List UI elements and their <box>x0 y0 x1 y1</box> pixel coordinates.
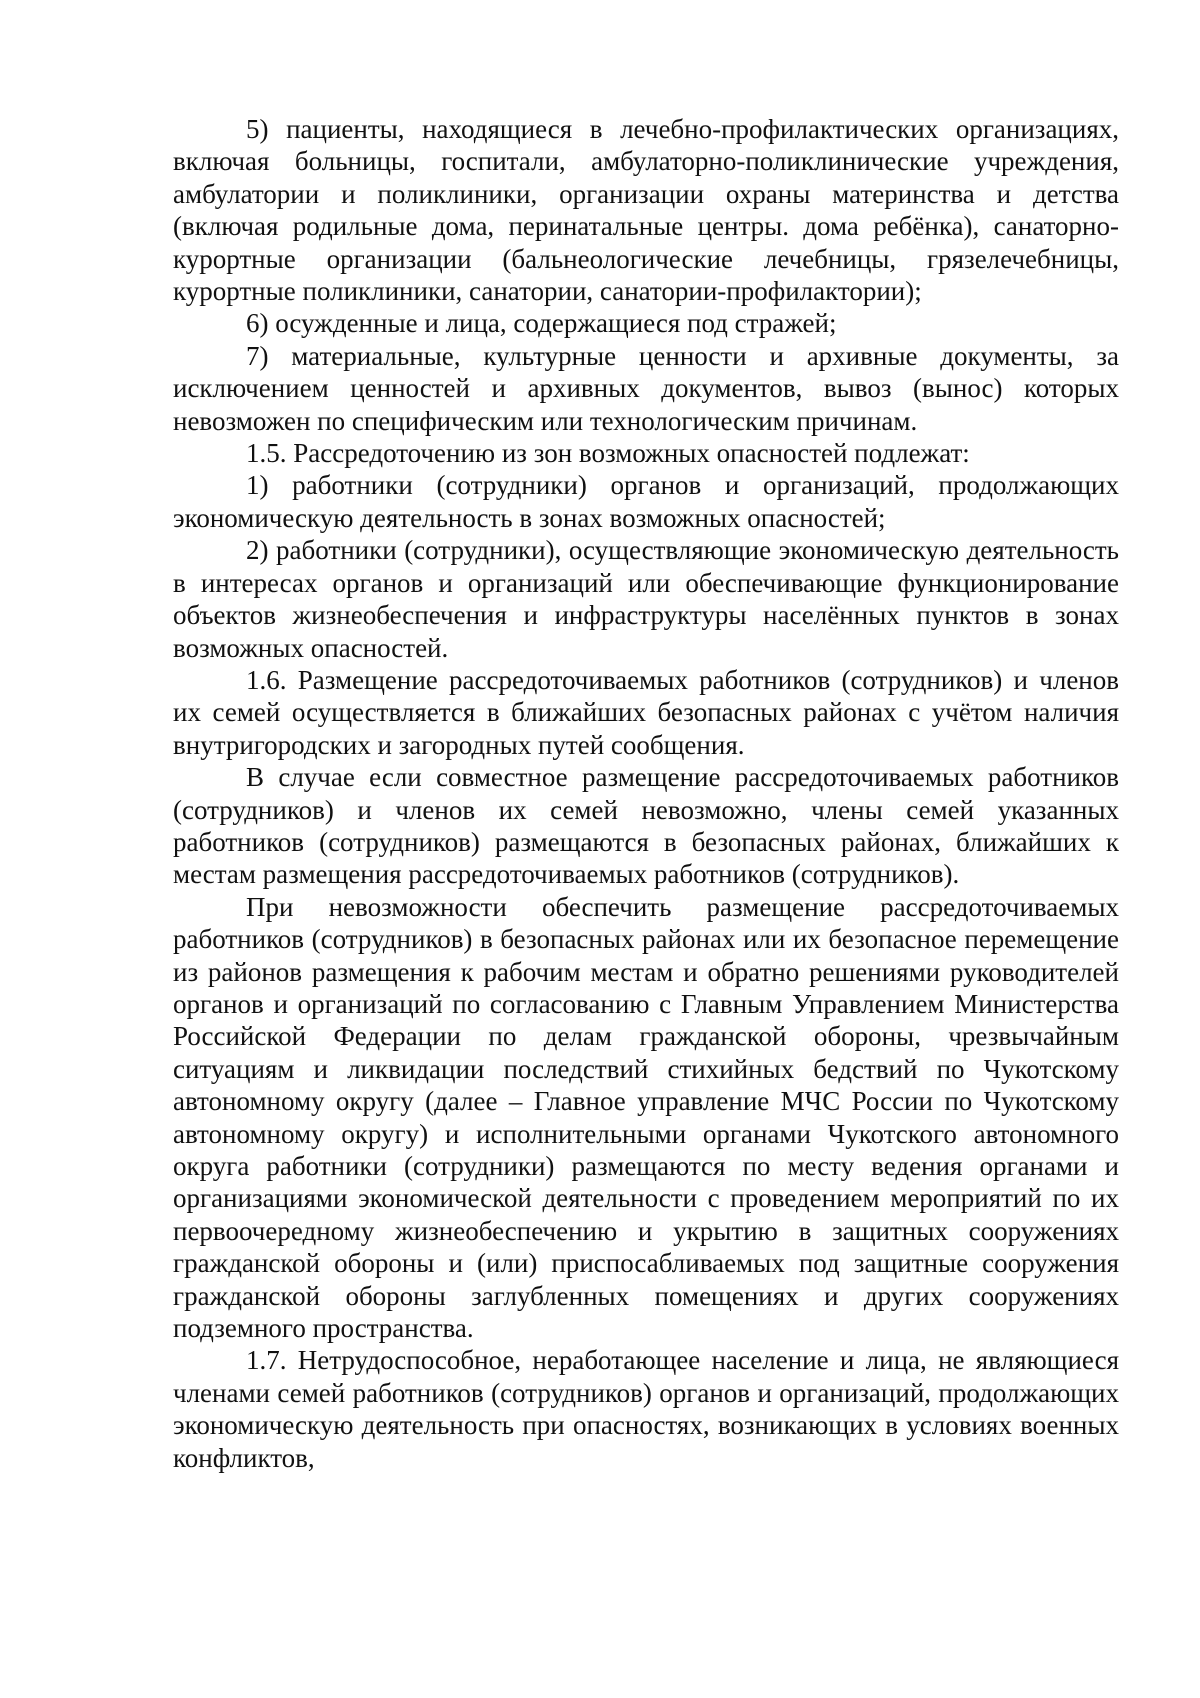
paragraph-item-7-valuables: 7) материальные, культурные ценности и архивные документы, за исключением ценностей и архивных документов, вывоз (вынос) которых невозможен по специфическим или технологическим причинам. <box>173 340 1119 436</box>
paragraph-item-5-patients: 5) пациенты, находящиеся в лечебно-профилактических организациях, включая больницы, госпитали, амбулаторно-поликлинические учреждения, амбулатории и поликлиники, организации охраны материнства и детства (включая родильные дома, перинатальные центры. дома ребёнка), санаторно-курортные организации (бальнеологические лечебницы, грязелечебницы, курортные поликлиники, санатории, санатории-профилактории); <box>173 114 1119 307</box>
paragraph-clause-1-5: 1.5. Рассредоточению из зон возможных опасностей подлежат: <box>246 438 970 469</box>
document-body <box>173 113 1119 1474</box>
paragraph-clause-1-6: 1.6. Размещение рассредоточиваемых работников (сотрудников) и членов их семей осуществляется в ближайших безопасных районах с учётом наличия внутригородских и загородных путей сообщения. <box>173 664 1119 760</box>
paragraph-placement-impossible: При невозможности обеспечить размещение рассредоточиваемых работников (сотрудников) в безопасных районах или их безопасное перемещение из районов размещения к рабочим местам и обратно решениями руководителей органов и организаций по согласованию с Главным Управлением Министерства Российской Федерации по делам гражданской обороны, чрезвычайным ситуациям и ликвидации последствий стихийных бедствий по Чукотскому автономному округу (далее – Главное управление МЧС России по Чукотскому автономному округу) и исполнительными органами Чукотского автономного округа работники (сотрудники) размещаются по месту ведения органами и организациями экономической деятельности с проведением мероприятий по их первоочередному жизнеобеспечению и укрытию в защитных сооружениях гражданской обороны и (или) приспосабливаемых под защитные сооружения гражданской обороны заглубленных помещениях и других сооружениях подземного пространства. <box>173 891 1119 1344</box>
paragraph-item-6-convicts: 6) осужденные и лица, содержащиеся под стражей; <box>246 308 837 339</box>
paragraph-clause-1-5-item-1: 1) работники (сотрудники) органов и организаций, продолжающих экономическую деятельность в зонах возможных опасностей; <box>173 470 1119 533</box>
paragraph-clause-1-7: 1.7. Нетрудоспособное, неработающее население и лица, не являющиеся членами семей работников (сотрудников) органов и организаций, продолжающих экономическую деятельность при опасностях, возникающих в условиях военных конфликтов, <box>173 1345 1119 1473</box>
paragraph-joint-placement: В случае если совместное размещение рассредоточиваемых работников (сотрудников) и членов их семей невозможно, члены семей указанных работников (сотрудников) размещаются в безопасных районах, ближайших к местам размещения рассредоточиваемых работников (сотрудников). <box>173 762 1119 890</box>
paragraph-clause-1-5-item-2: 2) работники (сотрудники), осуществляющие экономическую деятельность в интересах органов и организаций или обеспечивающие функционирование объектов жизнеобеспечения и инфраструктуры населённых пунктов в зонах возможных опасностей. <box>173 535 1119 663</box>
